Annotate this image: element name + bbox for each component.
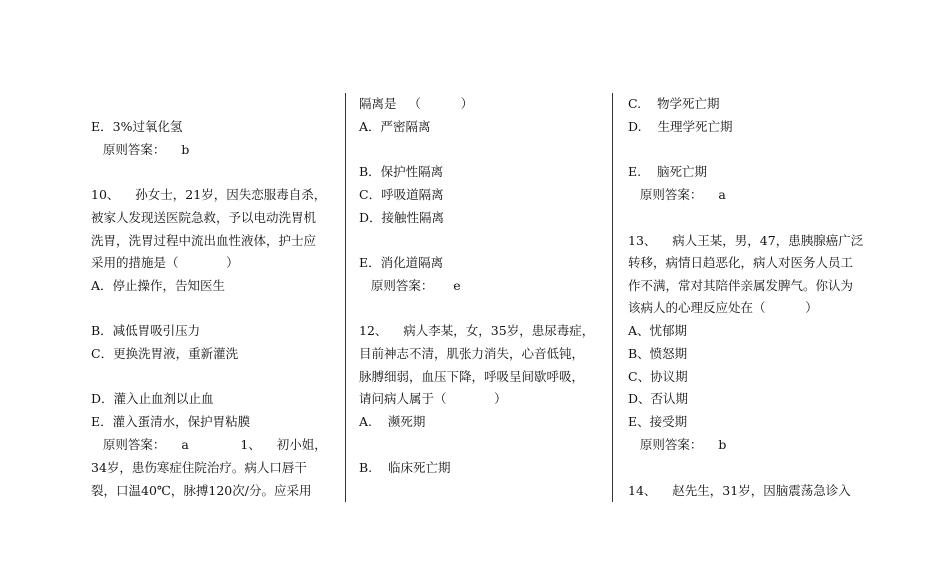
question-10-line-3: 洗胃，洗胃过程中流出血性液体，护士应 (91, 233, 317, 248)
option-a: A、忧郁期 (628, 323, 688, 338)
question-12-line-1: 12、 病人李某，女，35岁，患尿毒症， (359, 323, 595, 338)
answer-line: 原则答案： a (628, 187, 726, 202)
option-d: D、否认期 (628, 391, 689, 406)
question-12-line-3: 脉膊细弱，血压下降，呼吸呈间歇呼吸， (359, 369, 585, 384)
option-e: E．灌入蛋清水，保护胃粘膜 (91, 414, 251, 429)
option-b: B．减低胃吸引压力 (91, 323, 201, 338)
option-c: C．呼吸道隔离 (359, 187, 444, 202)
column-divider-left (345, 93, 346, 502)
question-1-line-2: 裂，口温40℃，脉搏120次/分。应采用 (91, 483, 312, 498)
option-d: D．灌入止血剂以止血 (91, 391, 214, 406)
option-a: A．停止操作，告知医生 (91, 278, 226, 293)
answer-line: 原则答案： b (628, 437, 727, 452)
option-a: A. 濒死期 (359, 414, 426, 429)
option-e-hydrogen-peroxide: E．3%过氧化氢 (91, 119, 183, 134)
column-divider-right (612, 93, 613, 502)
question-13-line-1: 13、 病人王某，男，47，患胰腺癌广泛 (628, 233, 864, 248)
answer-line: 原则答案： a 1、 初小姐， (91, 437, 327, 452)
option-d: D. 生理学死亡期 (628, 119, 733, 134)
question-13-line-3: 作不满，常对其陪伴亲属发脾气。你认为 (628, 278, 854, 293)
option-b: B. 临床死亡期 (359, 460, 451, 475)
option-b: B、愤怒期 (628, 346, 688, 361)
question-10-line-4: 采用的措施是（ ） (91, 255, 239, 270)
question-10-line-2: 被家人发现送医院急救，予以电动洗胃机 (91, 210, 317, 225)
question-10-line-1: 10、 孙女士，21岁，因失恋服毒自杀， (91, 187, 327, 202)
question-13-line-4: 该病人的心理反应处在（ ） (628, 300, 818, 315)
question-1-line-3: 隔离是 （ ） (359, 96, 474, 111)
option-c: C、协议期 (628, 369, 688, 384)
option-e: E、接受期 (628, 414, 688, 429)
option-c: C. 物学死亡期 (628, 96, 720, 111)
option-e: E. 脑死亡期 (628, 164, 707, 179)
question-13-line-2: 转移，病情日趋恶化，病人对医务人员工 (628, 255, 854, 270)
option-a: A．严密隔离 (359, 119, 431, 134)
text-column-3 (628, 0, 873, 579)
question-12-line-4: 请问病人属于（ ） (359, 391, 507, 406)
question-12-line-2: 目前神志不清，肌张力消失，心音低钝， (359, 346, 585, 361)
text-column-2 (359, 0, 609, 579)
option-d: D．接触性隔离 (359, 210, 445, 225)
answer-line: 原则答案： b (91, 142, 190, 157)
option-c: C．更换洗胃液，重新灌洗 (91, 346, 239, 361)
text-column-1 (91, 0, 341, 579)
option-b: B．保护性隔离 (359, 164, 444, 179)
option-e: E．消化道隔离 (359, 255, 444, 270)
question-1-line-1: 34岁，患伤寒症住院治疗。病人口唇干 (91, 460, 307, 475)
answer-line: 原则答案： e (359, 278, 461, 293)
question-14-line-1: 14、 赵先生，31岁，因脑震荡急诊入 (628, 483, 851, 498)
